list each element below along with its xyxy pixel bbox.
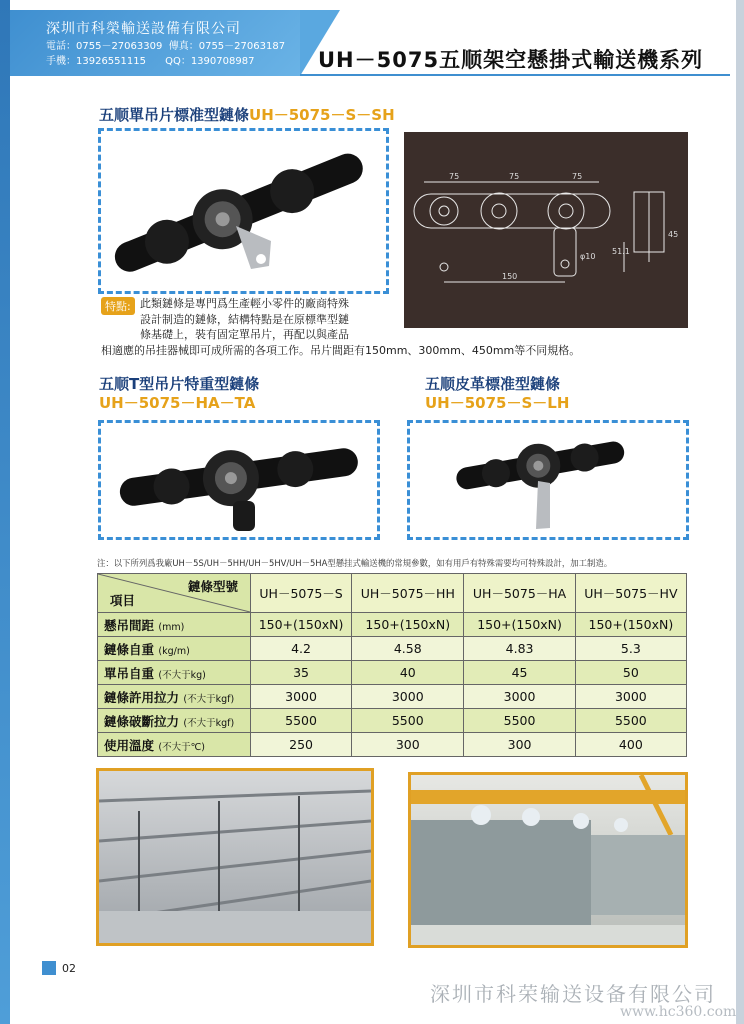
cell: 150+(150xN)	[251, 613, 352, 637]
row-label: 單吊自重 (不大于kg)	[98, 661, 251, 685]
table-corner-cell	[98, 574, 251, 613]
dim-51: 51.1	[612, 247, 630, 256]
corner-top-label: 鏈條型號	[187, 579, 238, 594]
cell: 300	[352, 733, 464, 757]
row-label: 鏈條許用拉力 (不大于kgf)	[98, 685, 251, 709]
contact-line-1	[46, 37, 285, 52]
feature-line-3: 條基礎上，裝有固定單吊片，再配以與產品	[140, 328, 349, 341]
chain-lh-image	[410, 423, 686, 537]
feature-description	[101, 296, 660, 358]
table-row	[98, 661, 687, 685]
cell: 35	[251, 661, 352, 685]
cell: 4.2	[251, 637, 352, 661]
qq: QQ：1390708987	[165, 56, 255, 67]
chain-ta-image	[101, 423, 377, 537]
product-photo-1	[98, 128, 389, 294]
dim-75-b: 75	[509, 172, 520, 181]
col-header: UH－5075－HH	[352, 574, 464, 613]
row-label: 鏈條破斷拉力 (不大于kgf)	[98, 709, 251, 733]
cell: 250	[251, 733, 352, 757]
col-header: UH－5075－HA	[464, 574, 575, 613]
cell: 4.58	[352, 637, 464, 661]
feature-line-1: 此類鏈條是專門爲生產輕小零件的廠商特殊	[140, 297, 349, 310]
col-header: UH－5075－HV	[575, 574, 686, 613]
row-label: 使用溫度 (不大于℃)	[98, 733, 251, 757]
fax: 傳真：0755－27063187	[168, 41, 286, 52]
row-label: 鏈條自重 (kg/m)	[98, 637, 251, 661]
spec-table	[97, 573, 687, 757]
page-number: 02	[62, 962, 76, 975]
feature-line-4: 相適應的吊挂器械即可成所需的各項工作。吊片間距有150mm、300mm、450mm等不同規格。	[101, 343, 581, 357]
cell: 45	[464, 661, 575, 685]
feature-line-2: 設計制造的鏈條，結構特點是在原標準型鏈	[140, 312, 349, 326]
factory-photo-2-image	[411, 775, 685, 945]
table-row	[98, 613, 687, 637]
cell: 5500	[251, 709, 352, 733]
col-header: UH－5075－S	[251, 574, 352, 613]
row-label: 懸吊間距 (mm)	[98, 613, 251, 637]
contact-line-2	[46, 52, 254, 67]
factory-photo-2	[408, 772, 688, 948]
table-row	[98, 733, 687, 757]
cell: 150+(150xN)	[352, 613, 464, 637]
section-1-name: 五顺單吊片標准型鏈條	[99, 106, 250, 124]
table-row	[98, 685, 687, 709]
cell: 5500	[575, 709, 686, 733]
page-title: UH－5075五顺架空懸掛式輸送機系列	[318, 48, 704, 72]
watermark-company: 深圳市科荣输送设备有限公司	[430, 982, 716, 1006]
table-row	[98, 637, 687, 661]
cell: 3000	[575, 685, 686, 709]
cell: 4.83	[464, 637, 575, 661]
factory-photo-1	[96, 768, 374, 946]
dim-75-c: 75	[572, 172, 583, 181]
product-photo-2	[98, 420, 380, 540]
cell: 5.3	[575, 637, 686, 661]
chain-sh-image	[101, 131, 386, 291]
section-2-title	[99, 375, 259, 413]
section-3-code: UH－5075－S－LH	[425, 394, 570, 412]
cell: 400	[575, 733, 686, 757]
dim-150: 150	[502, 272, 518, 281]
section-2-code: UH－5075－HA－TA	[99, 394, 256, 412]
cell: 150+(150xN)	[464, 613, 575, 637]
left-color-band	[0, 0, 10, 1024]
company-name: 深圳市科榮輸送設備有限公司	[46, 21, 241, 37]
section-3-name: 五顺皮革標准型鏈條	[425, 375, 561, 393]
dim-45: 45	[668, 230, 679, 239]
corner-bottom-label: 項目	[110, 593, 136, 608]
section-2-name: 五顺T型吊片特重型鏈條	[99, 375, 260, 393]
section-1-title	[99, 104, 395, 125]
cell: 5500	[464, 709, 575, 733]
dim-75-a: 75	[449, 172, 460, 181]
cell: 5500	[352, 709, 464, 733]
section-3-title	[425, 375, 569, 413]
title-underline	[300, 74, 730, 76]
right-edge	[736, 0, 744, 1024]
page-marker	[42, 961, 56, 975]
mobile: 手機：13926551115	[46, 56, 146, 67]
factory-photo-1-image	[99, 771, 371, 943]
table-header-row	[98, 574, 687, 613]
phone: 電話：0755－27063309	[46, 41, 163, 52]
cell: 3000	[352, 685, 464, 709]
feature-tag: 特點:	[101, 297, 135, 315]
cell: 40	[352, 661, 464, 685]
cell: 150+(150xN)	[575, 613, 686, 637]
cell: 3000	[251, 685, 352, 709]
product-photo-3	[407, 420, 689, 540]
cell: 50	[575, 661, 686, 685]
table-row	[98, 709, 687, 733]
table-note: 注：以下所列爲我廠UH－5S/UH－5HH/UH－5HV/UH－5HA型懸挂式輸送機的常規參數，如有用戶有特殊需要均可特殊設計，加工制造。	[97, 558, 613, 568]
cell: 3000	[464, 685, 575, 709]
dim-phi10: φ10	[580, 252, 596, 261]
watermark-url: www.hc360.com	[620, 1004, 737, 1020]
cell: 300	[464, 733, 575, 757]
section-1-code: UH－5075－S－SH	[249, 106, 395, 124]
